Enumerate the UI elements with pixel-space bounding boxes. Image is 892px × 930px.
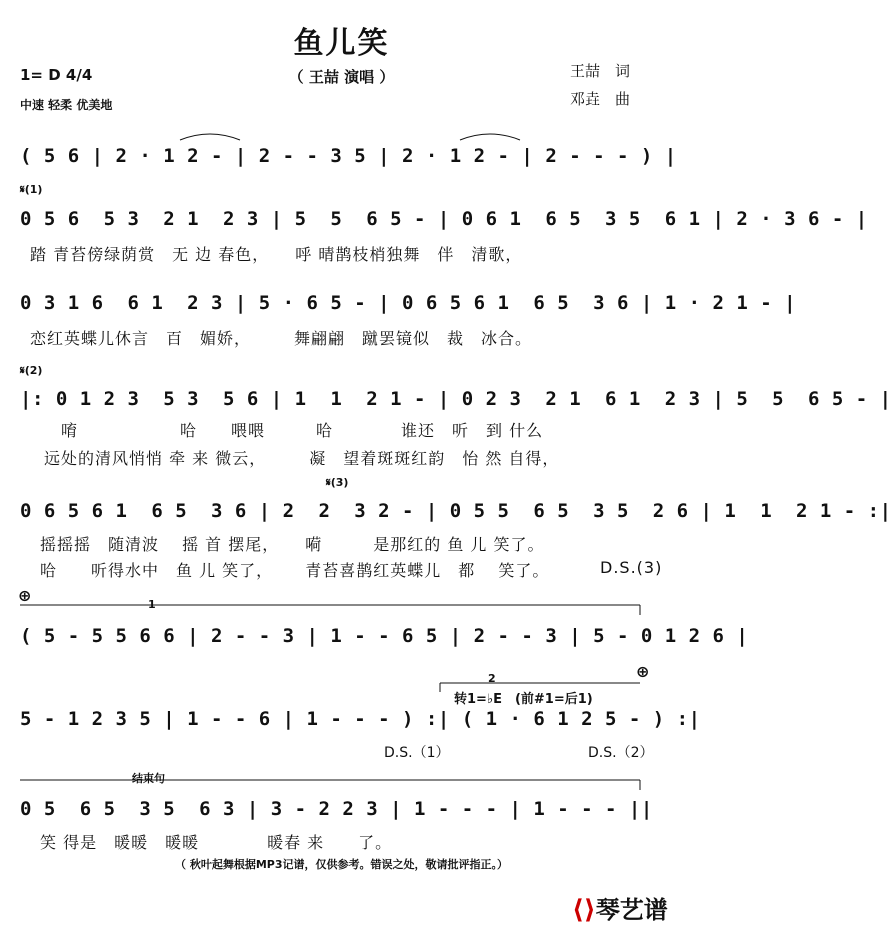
tie-arc <box>180 134 240 140</box>
composer-credit: 邓垚 曲 <box>570 90 631 108</box>
key-signature: 1= D 4/4 <box>20 66 93 84</box>
lyrics-row-5b: 哈 听得水中 鱼 儿 笑了， 青苔喜鹊红英蝶儿 都 笑了。 <box>40 561 550 580</box>
volta-2-label: 2 <box>488 672 496 685</box>
tempo-marking: 中速 轻柔 优美地 <box>20 98 113 112</box>
ds2-label: D.S.（2） <box>588 745 654 761</box>
notation-row-7: 5 - 1 2 3 5 | 1 - - 6 | 1 - - - ) :| ( 1 · 6 1 2 5 - ) :| <box>20 708 701 730</box>
coda-icon: ⊕ <box>18 586 32 605</box>
notation-row-3: 0 3 1 6 6 1 2 3 | 5 · 6 5 - | 0 6 5 6 1 6 5 3 6 | 1 · 2 1 - | <box>20 292 797 314</box>
singer-credit: （ 王喆 演唱 ） <box>288 68 395 86</box>
notation-row-5: 0 6 5 6 1 6 5 3 6 | 2 2 3 2 - | 0 5 5 6 5 3 5 2 6 | 1 1 2 1 - :| <box>20 500 892 522</box>
lyrics-row-2: 踏 青苔傍绿荫赏 无 边 春色， 呼 晴鹊枝梢独舞 伴 清歌， <box>30 245 523 264</box>
notation-row-2: 0 5 6 5 3 2 1 2 3 | 5 5 6 5 - | 0 6 1 6 5 3 5 6 1 | 2 · 3 6 - | <box>20 208 868 230</box>
ds3-label: D.S.(3) <box>600 558 663 577</box>
logo-icon: ⟨⟩ <box>572 895 596 925</box>
ds1-label: D.S.（1） <box>384 745 450 761</box>
lyrics-row-4b: 远处的清风悄悄 牵 来 微云， 凝 望着斑斑红韵 怡 然 自得， <box>44 449 560 468</box>
notation-row-1: ( 5 6 | 2 · 1 2 - | 2 - - 3 5 | 2 · 1 2 - | 2 - - - ) | <box>20 145 677 167</box>
notation-row-4: |: 0 1 2 3 5 3 5 6 | 1 1 2 1 - | 0 2 3 2 1 6 1 2 3 | 5 5 6 5 - | <box>20 388 892 410</box>
lyricist-credit: 王喆 词 <box>570 62 631 80</box>
segno-mark-3: 𝄋(3) <box>326 476 349 489</box>
volta-1-label: 1 <box>148 598 156 611</box>
song-title: 鱼儿笑 <box>293 26 390 61</box>
lyrics-row-5a: 摇摇摇 随清波 摇 首 摆尾， 嗬 是那红的 鱼 儿 笑了。 <box>40 535 545 554</box>
footer-note: （ 秋叶起舞根据MP3记谱，仅供参考。错误之处，敬请批评指正。） <box>175 858 508 871</box>
modulation-label: 转1=♭E (前#1=后1) <box>454 692 593 707</box>
notation-row-8: 0 5 6 5 3 5 6 3 | 3 - 2 2 3 | 1 - - - | 1 - - - || <box>20 798 653 820</box>
tie-arc <box>460 134 520 140</box>
segno-mark-1: 𝄋(1) <box>20 183 43 196</box>
lyrics-row-4a: 唷 哈 喂喂 哈 谁还 听 到 什么 <box>44 421 544 440</box>
lyrics-row-8: 笑 得是 暖暖 暖暖 暖春 来 了。 <box>40 833 393 852</box>
ending-label: 结束句 <box>132 772 165 785</box>
segno-mark-2: 𝄋(2) <box>20 364 43 377</box>
logo-text: 琴艺谱 <box>595 896 668 924</box>
notation-row-6: ( 5 - 5 5 6 6 | 2 - - 3 | 1 - - 6 5 | 2 - - 3 | 5 - 0 1 2 6 | <box>20 625 749 647</box>
lyrics-row-3: 恋红英蝶儿休言 百 媚娇， 舞翩翩 蹴罢镜似 裁 冰合。 <box>30 329 533 348</box>
coda-icon-2: ⊕ <box>636 662 650 681</box>
